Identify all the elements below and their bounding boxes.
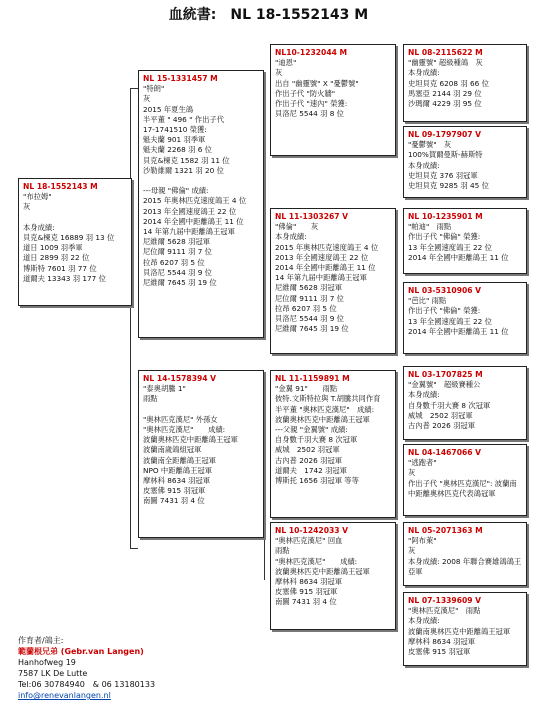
pedigree-line: 2015 年奧林匹克速度鴿王 4 位	[275, 242, 379, 252]
pedigree-line: 沙瑪爾 4229 羽 95 位	[408, 99, 482, 109]
pedigree-line: 雨點	[275, 546, 290, 556]
ring-number: NL 11-1159891 M	[275, 374, 350, 383]
pedigree-box-g3-2[interactable]	[403, 126, 527, 198]
pedigree-box-g3-5[interactable]	[403, 366, 527, 440]
pedigree-line: 古內普 2026 羽冠軍	[275, 455, 342, 465]
pedigree-line: "金翼號" 超級賽種公	[408, 380, 481, 390]
ring-number: NL 05-2071363 M	[408, 526, 483, 535]
pedigree-line: 自身數千羽大賽 8 次冠軍	[275, 435, 358, 445]
pedigree-box-dam-sire[interactable]	[270, 370, 396, 518]
pedigree-box-dam[interactable]	[138, 370, 264, 538]
pedigree-line: 拉昂 6207 羽 5 位	[143, 257, 205, 267]
pedigree-line: 2014 年全國中距離鴿王 11 位	[275, 263, 376, 273]
pedigree-line: 14 年第九届中距離鴿王冠軍	[275, 273, 367, 283]
pedigree-box-sire[interactable]	[138, 70, 264, 338]
pedigree-line: "逃跑者"	[408, 458, 437, 468]
pedigree-line: 博斯托 1656 羽冠軍 等等	[275, 476, 359, 486]
ring-number: NL 11-1303267 V	[275, 212, 349, 221]
pedigree-line: 波蘭奧林匹克中距離鴿王冠軍	[275, 414, 370, 424]
pedigree-line: 作出子代 "佛倫" 榮獲:	[408, 232, 481, 242]
ring-number: NL 09-1797907 V	[408, 130, 482, 139]
pedigree-line: 道日 1009 羽季軍	[23, 243, 83, 253]
connector-gen1	[130, 88, 131, 548]
ring-number: NL 04-1467066 V	[408, 448, 482, 457]
pedigree-line: "奧林匹克漢尼" 雨點	[408, 606, 481, 616]
pedigree-line: "阿布萊"	[408, 536, 437, 546]
breeder-address-1: Hanhofweg 19	[18, 658, 76, 667]
ring-number: NL 10-1242033 V	[275, 526, 349, 535]
pedigree-line: 作出子代 "佛倫" 榮獲:	[408, 306, 481, 316]
pedigree-line: 作出子代 "奧林匹克漢尼": 波蘭南中距離奧林匹克代表鴿冠軍	[408, 478, 517, 498]
pedigree-line: 沙勒維爾 1321 羽 20 位	[143, 165, 224, 175]
ring-number: NL 03-5310906 V	[408, 286, 482, 295]
pedigree-line	[143, 176, 259, 186]
pedigree-line: 波蘭南奧林匹克中距離鴿王冠軍	[408, 626, 511, 636]
pedigree-line: 史坦貝克 376 羽冠軍	[408, 170, 478, 180]
pedigree-line: 南圖 7431 羽 4 位	[275, 597, 337, 607]
breeder-phone: Tel:06 30784940 & 06 13180133	[18, 680, 156, 689]
pedigree-box-subject[interactable]	[18, 178, 132, 306]
pedigree-line: 2014 年全國中距離鴿王 11 位	[408, 252, 509, 262]
pedigree-line: 作出子代 "速內" 榮獲:	[275, 99, 348, 109]
pedigree-line: NPO 中距離鴿王冠軍	[143, 465, 212, 475]
pedigree-box-g3-3[interactable]	[403, 208, 527, 274]
pedigree-line: 貝克&楝克 1582 羽 11 位	[143, 155, 230, 165]
pedigree-line: "奧林匹克漢尼" 回血	[275, 536, 343, 546]
pedigree-line: 本身成績:	[275, 232, 307, 242]
pedigree-line: 半平董 "奧林匹克漢尼" 成績:	[275, 404, 375, 414]
pedigree-line: 尼維爾 5628 羽冠軍	[275, 283, 342, 293]
pedigree-line: 南圖 7431 羽 4 位	[143, 496, 205, 506]
pedigree-line: "泰奧胡騰 1"	[143, 384, 186, 394]
pedigree-line: 波蘭南全距離鴿王冠軍	[143, 455, 216, 465]
pedigree-line	[143, 405, 259, 415]
pedigree-line: 魁夫蘭 901 羽季軍	[143, 135, 206, 145]
pedigree-line: 灰	[408, 468, 416, 478]
connector-sire	[130, 88, 138, 89]
breeder-name: 範蘭根兄弟 (Gebr.van Langen)	[18, 647, 144, 656]
pedigree-line: 道日 2899 羽 22 位	[23, 253, 90, 263]
ring-number: NL 14-1578394 V	[143, 374, 217, 383]
pedigree-line: 馬塞亞 2144 羽 29 位	[408, 88, 482, 98]
pedigree-line: "奧林匹克漢尼" 成績:	[275, 556, 358, 566]
pedigree-line: 2013 年全國速度鴿王 22 位	[143, 206, 237, 216]
pedigree-line: 波蘭奧林匹克中距離鴿王冠軍	[143, 435, 238, 445]
connector-dam	[130, 548, 138, 549]
pedigree-line: 17-1741510 榮獲:	[143, 125, 207, 135]
pedigree-line: 波蘭奧林匹克中距離鴿王冠軍	[275, 566, 370, 576]
ring-number: NL 08-2115622 M	[408, 48, 483, 57]
pedigree-box-g3-8[interactable]	[403, 592, 527, 666]
pedigree-line: 史坦貝克 9285 羽 45 位	[408, 181, 489, 191]
pedigree-line: 史坦貝克 6208 羽 66 位	[408, 78, 489, 88]
pedigree-line: 古內普 2026 羽冠軍	[408, 421, 475, 431]
pedigree-line: 皮塞佛 915 羽冠軍	[275, 587, 338, 597]
pedigree-line: 雨點	[143, 394, 158, 404]
ring-number: NL 18-1552143 M	[23, 182, 98, 191]
pedigree-box-sire-sire[interactable]	[270, 44, 396, 156]
pedigree-line: 半平董 " 496 " 作出子代	[143, 114, 224, 124]
pedigree-line: 摩林科 8634 羽冠軍	[275, 577, 342, 587]
pedigree-line: "帕迪" 雨點	[408, 222, 452, 232]
pedigree-line: 彼特.文斯特拉與 T.胡騰共同作育	[275, 394, 381, 404]
pedigree-line: 尼維爾 5628 羽冠軍	[143, 237, 210, 247]
page-title: 血統書: NL 18-1552143 M	[168, 7, 369, 23]
pedigree-line: "金翼 91" 雨點	[275, 384, 338, 394]
pedigree-line: "憂鬱號" 灰	[408, 140, 452, 150]
pedigree-line: 貝洛尼 5544 羽 9 位	[275, 314, 344, 324]
pedigree-line: "奧林匹克漢尼" 成績:	[143, 425, 226, 435]
connector-gen2a	[264, 110, 265, 230]
pedigree-line: "芭比" 雨點	[408, 296, 447, 306]
pedigree-line: 貝洛尼 5544 羽 9 位	[143, 267, 212, 277]
pedigree-box-dam-dam[interactable]	[270, 522, 396, 630]
pedigree-line: 本身成績:	[408, 160, 440, 170]
pedigree-line: 尼位爾 9111 羽 7 位	[275, 293, 344, 303]
pedigree-line: 尼位爾 9111 羽 7 位	[143, 247, 212, 257]
pedigree-line: 2015 年奧林匹克速度鴿王 4 位	[143, 196, 247, 206]
pedigree-line: 灰	[408, 546, 416, 556]
pedigree-line: "奧林匹克漢尼" 外孫女	[143, 414, 218, 424]
breeder-label: 作育者/鴿主:	[18, 636, 64, 645]
pedigree-line: 皮塞佛 915 羽冠軍	[408, 647, 471, 657]
breeder-address-2: 7587 LK De Lutte	[18, 669, 88, 678]
pedigree-line: 13 年全國速度鴿王 22 位	[408, 316, 492, 326]
ring-number: NL 07-1339609 V	[408, 596, 482, 605]
pedigree-line: 灰	[143, 94, 151, 104]
pedigree-line: 摩林科 8634 羽冠軍	[143, 476, 210, 486]
pedigree-line	[23, 213, 127, 223]
pedigree-box-g3-7[interactable]	[403, 522, 527, 586]
pedigree-line: 100%賀爾曼斯-赫斯特	[408, 150, 483, 160]
pedigree-line: 本身成績:	[408, 390, 440, 400]
pedigree-line: "迪恩"	[275, 58, 297, 68]
ring-number: NL 03-1707825 M	[408, 370, 483, 379]
pedigree-line: "布拉姆"	[23, 192, 52, 202]
pedigree-line: ---母親 "佛倫" 成績:	[143, 186, 209, 196]
pedigree-line: 道爾夫 13343 羽 177 位	[23, 273, 106, 283]
pedigree-box-sire-dam[interactable]	[270, 208, 396, 354]
pedigree-line: 本身成績: 2008 年聯合賽雄鴿鴿王亞軍	[408, 556, 522, 576]
pedigree-line: 灰	[23, 202, 31, 212]
pedigree-line: "幽靈號" 超級種鴿 灰	[408, 58, 483, 68]
pedigree-line: 作出子代 "防火牆"	[275, 88, 336, 98]
ring-number: NL10-1232044 M	[275, 48, 348, 57]
pedigree-line: 道爾夫 1742 羽冠軍	[275, 465, 347, 475]
pedigree-line: 2013 年全國速度鴿王 22 位	[275, 252, 369, 262]
pedigree-line: 14 年第九届中距離鴿王冠軍	[143, 227, 235, 237]
pedigree-line: 灰	[275, 68, 283, 78]
pedigree-line: 2015 年夏生鴿	[143, 104, 194, 114]
pedigree-line: 博斯特 7601 羽 77 位	[23, 263, 97, 273]
pedigree-line: 尼維爾 7645 羽 19 位	[143, 278, 217, 288]
pedigree-line: "佛倫" 灰	[275, 222, 319, 232]
pedigree-line: 拉昂 6207 羽 5 位	[275, 303, 337, 313]
pedigree-box-g3-6[interactable]	[403, 444, 527, 516]
pedigree-line: 本身成績:	[408, 68, 440, 78]
pedigree-line: "特朗"	[143, 84, 165, 94]
pedigree-line: 貝克&楝克 16889 羽 13 位	[23, 233, 115, 243]
connector-gen2b	[264, 380, 265, 580]
pedigree-line: 貝洛尼 5544 羽 8 位	[275, 109, 344, 119]
pedigree-line: 魁夫蘭 2268 羽 6 位	[143, 145, 212, 155]
pedigree-line: 2014 年全國中距離鴿王 11 位	[408, 326, 509, 336]
pedigree-line: 本身成績:	[23, 222, 55, 232]
pedigree-box-g3-4[interactable]	[403, 282, 527, 354]
breeder-info	[18, 635, 155, 701]
pedigree-line: 摩林科 8634 羽冠軍	[408, 636, 475, 646]
pedigree-line: ---父親 "金翼號" 成績:	[275, 425, 348, 435]
pedigree-line: 波蘭南歲鴿組冠軍	[143, 445, 202, 455]
ring-number: NL 15-1331457 M	[143, 74, 218, 83]
pedigree-line: 2014 年全國中距離鴿王 11 位	[143, 216, 244, 226]
pedigree-line: 出自 "幽靈號" X "憂鬱號"	[275, 78, 359, 88]
ring-number: NL 10-1235901 M	[408, 212, 483, 221]
pedigree-line: 13 年全國速度鴿王 22 位	[408, 242, 492, 252]
breeder-email-link[interactable]: info@renevanlangen.nl	[18, 691, 111, 700]
pedigree-line: 皮塞佛 915 羽冠軍	[143, 486, 206, 496]
pedigree-line: 尼維爾 7645 羽 19 位	[275, 324, 349, 334]
pedigree-line: 威城 2502 羽冠軍	[275, 445, 340, 455]
pedigree-line: 威城 2502 羽冠軍	[408, 410, 473, 420]
pedigree-box-g3-1[interactable]	[403, 44, 527, 122]
pedigree-line: 自身數千羽大賽 8 次冠軍	[408, 400, 491, 410]
pedigree-line: 本身成績:	[408, 616, 440, 626]
